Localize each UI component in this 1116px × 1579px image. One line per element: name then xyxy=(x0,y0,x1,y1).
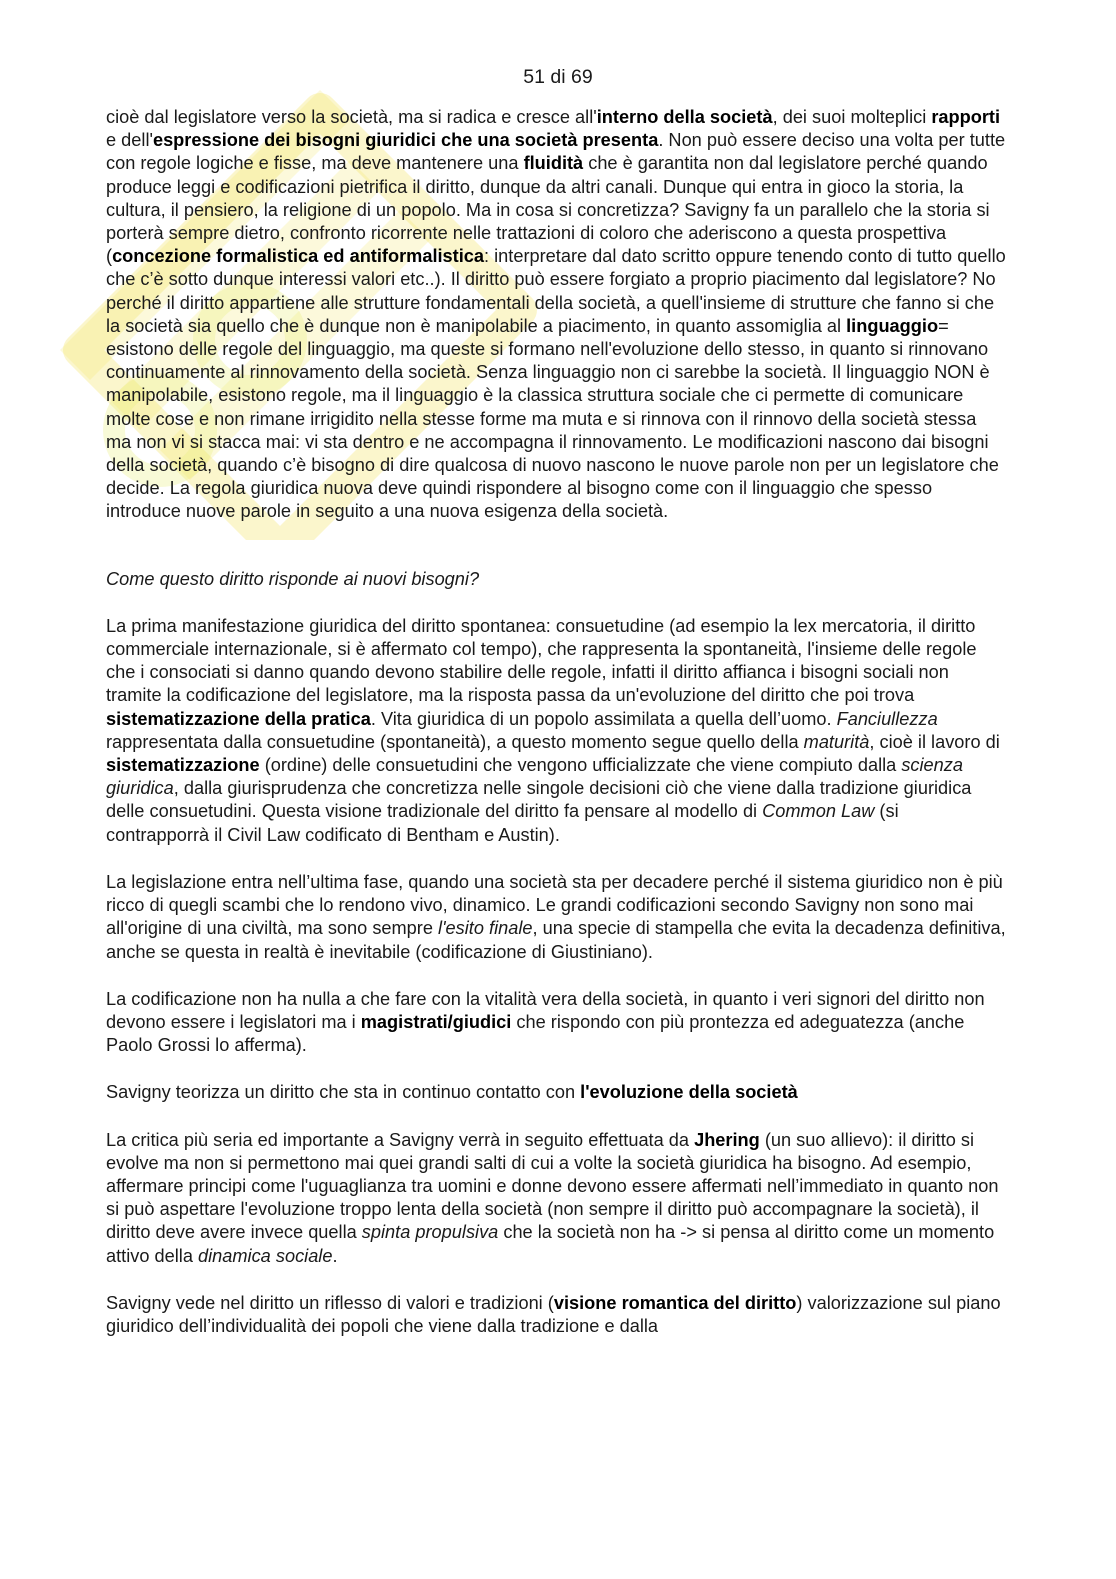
bold-term: rapporti xyxy=(931,107,1001,127)
bold-term: magistrati/giudici xyxy=(360,1011,512,1032)
italic-term: dinamica sociale xyxy=(198,1245,333,1266)
text-run: . xyxy=(332,1245,338,1266)
document-body xyxy=(106,106,1006,1362)
bold-term: espressione dei bisogni giuridici che una società presenta xyxy=(152,130,659,151)
bold-term: interno della società xyxy=(596,107,773,127)
bold-term: fluidità xyxy=(523,153,584,174)
bold-term: l'evoluzione della società xyxy=(580,1082,798,1103)
text-run: . Vita giuridica di un popolo assimilata a quella dell’uomo. xyxy=(370,708,837,729)
paragraph-codification xyxy=(106,988,1006,1058)
section-question xyxy=(106,568,1006,591)
italic-term: Fanciullezza xyxy=(836,708,938,729)
text-run: ) valorizzazione sul piano giuridico dell’individualità dei popoli che viene dalla tradizione e dalla xyxy=(106,1292,1001,1336)
page-number: 51 di 69 xyxy=(523,66,593,88)
paragraph-jhering-critique xyxy=(106,1129,1006,1268)
text-run: che rispondo con più prontezza ed adeguatezza (anche Paolo Grossi lo afferma). xyxy=(106,1011,965,1056)
text-run: (si contrapporrà il Civil Law codificato di Bentham e Austin). xyxy=(106,801,899,845)
paragraph-language-analogy xyxy=(106,106,1006,524)
text-run: (ordine) delle consuetudini che vengono ufficializzate che viene compiuto dalla xyxy=(259,755,902,776)
text-run: La prima manifestazione giuridica del diritto spontanea: consuetudine (ad esempio la lex mercatoria, il diritto commerciale internazionale, si è affermato col tempo), che rappresenta la spontaneità, l'insieme delle regole che i consociati si danno quando devono stabilire delle regole, infatti il diritto affianca i bisogni sociali non tramite la codificazione del legislatore, ma la risposta passa da un'evoluzione del diritto che poi trova xyxy=(106,615,977,706)
italic-term: spinta propulsiva xyxy=(361,1222,499,1243)
bold-term: concezione formalistica ed antiformalistica xyxy=(112,246,485,267)
text-run: Savigny vede nel diritto un riflesso di valori e tradizioni ( xyxy=(106,1292,554,1313)
text-run: , dei suoi molteplici xyxy=(772,107,932,127)
bold-term: Jhering xyxy=(694,1129,760,1150)
text-run: Savigny teorizza un diritto che sta in continuo contatto con xyxy=(106,1082,581,1103)
italic-term: Common Law xyxy=(762,801,875,822)
text-run: La critica più seria ed importante a Savigny verrà in seguito effettuata da xyxy=(106,1129,695,1150)
text-run: rappresentata dalla consuetudine (spontaneità), a questo momento segue quello della xyxy=(106,731,804,752)
text-run: cioè dal legislatore verso la società, ma si radica e cresce all' xyxy=(106,107,597,127)
text-run: che la società non ha -> si pensa al diritto come un momento attivo della xyxy=(106,1222,995,1266)
text-run: La codificazione non ha nulla a che fare con la vitalità vera della società, in quanto i veri signori del diritto non devono essere i legislatori ma i xyxy=(106,988,985,1032)
bold-term: linguaggio xyxy=(846,315,939,336)
text-run: , cioè il lavoro di xyxy=(869,731,1000,752)
paragraph-custom-law xyxy=(106,615,1006,847)
italic-term: maturità xyxy=(803,731,870,752)
text-run: , una specie di stampella che evita la decadenza definitiva, anche se questa in realtà è inevitabile (codificazione di Giustiniano). xyxy=(106,918,1006,962)
paragraph-savigny-evolution xyxy=(106,1081,1006,1104)
text-run: La legislazione entra nell’ultima fase, quando una società sta per decadere perché il sistema giuridico non è più ricco di quegli scambi che lo rendono vivo, dinamico. Le grandi codificazioni secondo Savigny non sono mai all'origine di una civiltà, ma sono sempre xyxy=(106,871,1003,939)
text-run: : interpretare dal dato scritto oppure tenendo conto di tutto quello che c’è sotto dunque interessi valori etc..). Il diritto può essere forgiato a proprio piacimento dal legislatore? No perché il diritto appartiene alle strutture fondamentali della società, a quell'insieme di strutture che fanno si che la società sia quello che è dunque non è manipolabile a piacimento, in quanto assomiglia al xyxy=(106,246,1006,336)
italic-term: scienza giuridica xyxy=(106,755,963,799)
text-run: . Non può essere deciso una volta per tutte con regole logiche e fisse, ma deve mantenere una xyxy=(106,130,1006,174)
paragraph-legislation xyxy=(106,871,1006,964)
bold-term: visione romantica del diritto xyxy=(553,1292,797,1313)
text-run: che è garantita non dal legislatore perché quando produce leggi e codificazioni pietrifica il diritto, dunque da altri canali. Dunque qui entra in gioco la storia, la cultura, il pensiero, la religione di un popolo. Ma in cosa si concretizza? Savigny fa un parallelo che la storia si porterà sempre dietro, confronto ricorrente nelle trattazioni di coloro che aderiscono a questa prospettiva ( xyxy=(106,153,990,267)
italic-question: Come questo diritto risponde ai nuovi bisogni? xyxy=(106,568,480,589)
text-run: e dell' xyxy=(106,130,153,151)
bold-term: sistematizzazione della pratica xyxy=(106,708,371,729)
text-run: = esistono delle regole del linguaggio, ma queste si formano nell'evoluzione dello stesso, in quanto si rinnovano continuamente al rinnovamento della società. Senza linguaggio non ci sarebbe la società. Il linguaggio NON è manipolabile, esistono regole, ma il linguaggio è la classica struttura sociale che ci permette di comunicare molte cose e non rimane irrigidito nella stesse forme ma muta e si rinnova con il rinnovo della società stessa ma non vi si stacca mai: vi sta dentro e ne accompagna il rinnovamento. Le modificazioni nascono dai bisogni della società, quando c’è bisogno di dire qualcosa di nuovo nascono le nuove parole non per un legislatore che decide. La regola giuridica nuova deve quindi rispondere al bisogno come con il linguaggio che spesso introduce nuove parole in seguito a una nuova esigenza della società. xyxy=(106,315,999,522)
bold-term: sistematizzazione xyxy=(106,755,260,776)
text-run: (un suo allievo): il diritto si evolve ma non si permettono mai quei grandi salti di cui a volte la società giuridica ha bisogno. Ad esempio, affermare principi come l'uguaglianza tra uomini e donne devono essere affermati nell’immediato in quanto non si può aspettare l'evoluzione troppo lenta della società (non sempre il diritto può accompagnare la società), il diritto deve avere invece quella xyxy=(106,1129,999,1243)
paragraph-romantic-view xyxy=(106,1292,1006,1338)
text-run: , dalla giurisprudenza che concretizza nelle singole decisioni ciò che viene dalla tradizione giuridica delle consuetudini. Questa visione tradizionale del diritto fa pensare al modello di xyxy=(106,778,972,822)
italic-term: l'esito finale xyxy=(438,918,533,939)
